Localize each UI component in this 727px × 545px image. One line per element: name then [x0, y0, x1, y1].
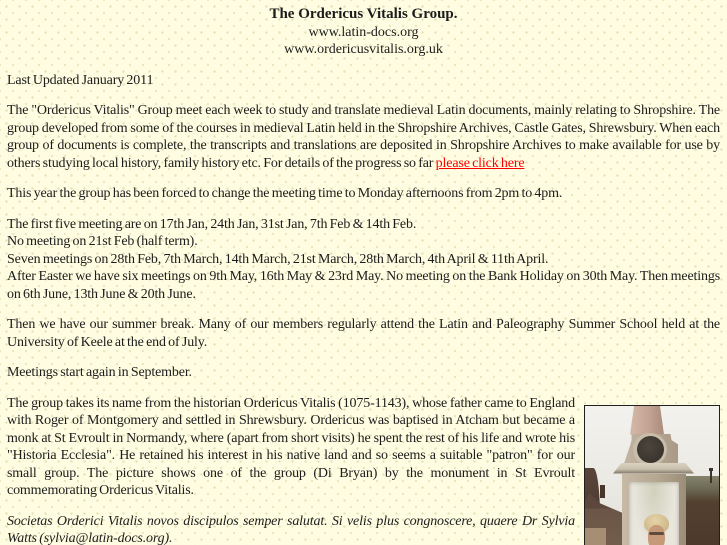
- time-change-paragraph: This year the group has been forced to change the meeting time to Monday afternoons from 2pm to 4pm.: [7, 186, 563, 201]
- latin-note: Societas Orderici Vitalis novos discipulos semper salutat. Si velis plus congnoscere, quaere Dr Sylvia Watts (sylvia@latin-docs.org).: [7, 513, 575, 545]
- house-wall: [585, 528, 606, 545]
- schedule-line-1: The first five meeting are on 17th Jan, 24th Jan, 31st Jan, 7th Feb & 14th Feb.: [7, 216, 417, 232]
- obelisk-shaft: [630, 406, 664, 435]
- intro-text: The "Ordericus Vitalis" Group meet each week to study and translate medieval Latin documents, mainly relating to Shropshire. The group developed from some of the courses in medieval Latin held in the Shropshire Archives, Castle Gates, Shrewsbury. When each group of documents is complete, the transcripts and translations are deposited in Shropshire Archives to make available for use by others studying local history, family history etc. For details of the progress so far: [7, 103, 720, 171]
- person-face: [648, 525, 665, 545]
- history-paragraph: The group takes its name from the historian Ordericus Vitalis (1075-1143), whose father came to England with Roger of Montgomery and settled in Shrewsbury. Ordericus was baptised in Atcham but became a monk at St Evroult in Normandy, where (apart from short visits) he spent the rest of his life and wrote his "Historia Ecclesia". He retained his interest in his native land and so seems a suitable "patron" for our small group. The picture shows one of the group (Di Bryan) by the monument in St Evroult commemorating Ordericus Vitalis.: [7, 395, 575, 498]
- site-url-primary: www.latin-docs.org: [308, 24, 419, 40]
- monument-photo: [584, 405, 720, 545]
- intro-paragraph: [7, 102, 720, 172]
- schedule-line-3: Seven meetings on 28th Feb, 7th March, 14th March, 21st March, 28th March, 4th April & 11th April.: [7, 251, 549, 267]
- schedule-line-2: No meeting on 21st Feb (half term).: [7, 234, 198, 249]
- person-glasses: [649, 532, 664, 535]
- schedule-paragraph: [7, 216, 720, 304]
- cornice: [613, 463, 694, 474]
- lamp-post: [710, 470, 712, 483]
- page-title: The Ordericus Vitalis Group.: [269, 6, 458, 22]
- summer-break-paragraph: Then we have our summer break. Many of our members regularly attend the Latin and Paleography Summer School held at the University of Keele at the end of July.: [7, 317, 720, 350]
- medallion: [637, 436, 664, 463]
- page: [7, 6, 720, 545]
- lamp-post-head: [709, 468, 713, 471]
- progress-link[interactable]: please click here: [435, 155, 525, 171]
- chimney: [600, 485, 605, 498]
- site-url-secondary: www.ordericusvitalis.org.uk: [284, 42, 443, 57]
- schedule-line-4: After Easter we have six meetings on 9th May, 16th May & 23rd May. No meeting on the Bank Holiday on 30th May. Then meetings on 6th June, 13th June & 20th June.: [7, 269, 720, 302]
- trees-right: [686, 476, 719, 545]
- page-header: [7, 6, 720, 89]
- last-updated: Last Updated January 2011: [7, 72, 154, 88]
- september-paragraph: Meetings start again in September.: [7, 365, 192, 380]
